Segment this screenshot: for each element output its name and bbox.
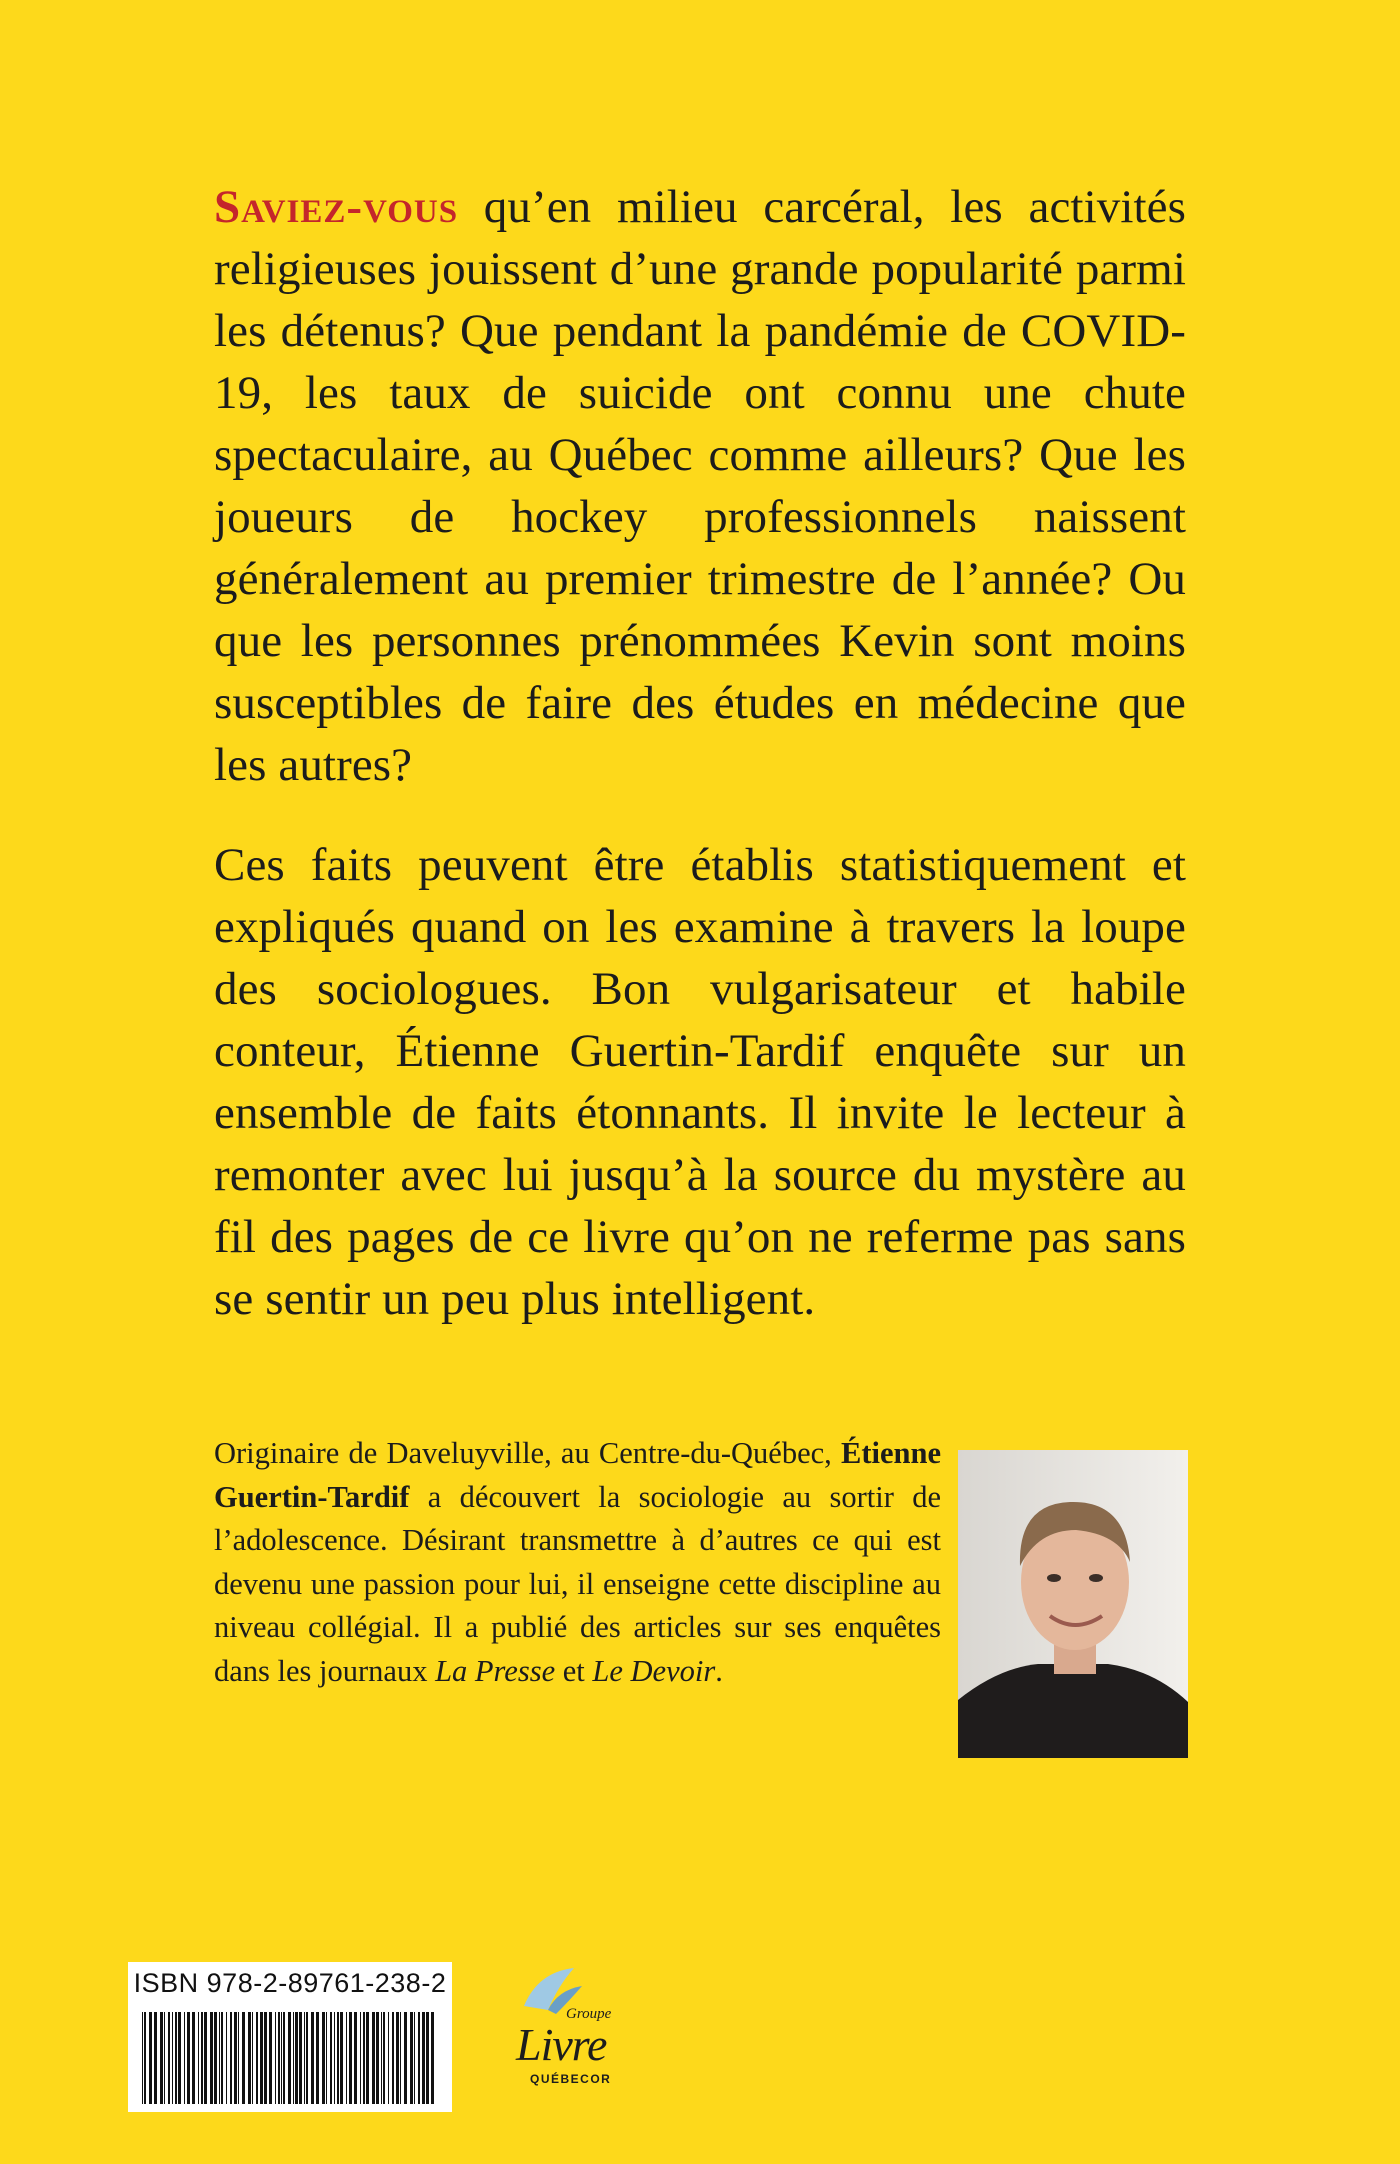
barcode-bar	[175, 2012, 177, 2104]
barcode-bar	[400, 2012, 401, 2104]
barcode-bar	[184, 2012, 185, 2104]
barcode-bar	[410, 2012, 413, 2104]
barcode-bar	[422, 2012, 425, 2104]
barcode-bar	[299, 2012, 302, 2104]
barcode-bar	[219, 2012, 220, 2104]
barcode-bar	[178, 2012, 181, 2104]
barcode-bar	[349, 2012, 352, 2104]
barcode-bar	[248, 2012, 251, 2104]
bio-intro: Originaire de Daveluyville, au Centre-du-Québec,	[214, 1436, 842, 1470]
barcode-bar	[383, 2012, 385, 2104]
barcode-bar	[283, 2012, 285, 2104]
barcode-bar	[281, 2012, 282, 2104]
barcode-bar	[278, 2012, 280, 2104]
barcode-bar	[221, 2012, 223, 2104]
barcode-bar	[260, 2012, 263, 2104]
barcode-bar	[210, 2012, 213, 2104]
barcode-bar	[234, 2012, 237, 2104]
barcode-bar	[311, 2012, 314, 2104]
isbn-barcode	[128, 1962, 452, 2112]
barcode-bar	[256, 2012, 258, 2104]
barcode-bar	[252, 2012, 253, 2104]
barcode-bar	[426, 2012, 429, 2104]
blurb-paragraph-1-text: qu’en milieu carcéral, les activités religieuses jouissent d’une grande popularité parmi les détenus? Que pendant la pandémie de COVID-19, les taux de suicide ont connu une chute spectaculaire, au Québec comme ailleurs? Que les joueurs de hockey professionnels naissent généralement au premier trimestre de l’année? Ou que les personnes prénommées Kevin sont moins susceptibles de faire des études en médecine que les autres?	[214, 181, 1186, 791]
barcode-bar	[293, 2012, 294, 2104]
barcode-bar	[388, 2012, 389, 2104]
barcode-bar	[363, 2012, 365, 2104]
barcode-bar	[187, 2012, 190, 2104]
barcode-bar	[230, 2012, 232, 2104]
barcode-bar	[326, 2012, 327, 2104]
bio-middle: a découvert la sociologie au sortir de l’adolescence. Désirant transmettre à d’autres ce qui est devenu une passion pour lui, il enseigne cette discipline au niveau collégial. Il a publié des articles sur ses enquêtes dans les journaux	[214, 1479, 941, 1688]
barcode-bar	[269, 2012, 272, 2104]
barcode-bars	[142, 2012, 438, 2104]
barcode-bar	[164, 2012, 165, 2104]
barcode-bar	[275, 2012, 276, 2104]
barcode-bar	[226, 2012, 227, 2104]
author-bio	[214, 1432, 941, 1693]
barcode-bar	[372, 2012, 375, 2104]
barcode-bar	[340, 2012, 343, 2104]
barcode-bar	[214, 2012, 217, 2104]
barcode-bar	[360, 2012, 361, 2104]
barcode-bar	[330, 2012, 332, 2104]
barcode-bar	[376, 2012, 379, 2104]
barcode-bar	[242, 2012, 245, 2104]
barcode-bar	[418, 2012, 420, 2104]
publisher-logo	[508, 1966, 638, 2101]
blurb-lead-word: Saviez-vous	[214, 181, 459, 233]
barcode-bar	[337, 2012, 339, 2104]
author-name: Étienne Guertin-Tardif	[214, 1436, 941, 1514]
barcode-bar	[168, 2012, 170, 2104]
barcode-bar	[192, 2012, 195, 2104]
barcode-bar	[204, 2012, 207, 2104]
newspaper-la-presse: La Presse	[435, 1653, 556, 1688]
publisher-livre: Livre	[516, 2019, 607, 2070]
blurb-paragraph-1	[214, 176, 1186, 796]
barcode-bar	[295, 2012, 298, 2104]
barcode-bar	[396, 2012, 399, 2104]
isbn-number: ISBN 978-2-89761-238-2	[133, 1968, 447, 1998]
barcode-bar	[316, 2012, 319, 2104]
barcode-bar	[354, 2012, 357, 2104]
barcode-bar	[198, 2012, 199, 2104]
barcode-bar	[404, 2012, 407, 2104]
author-photo	[958, 1450, 1188, 1758]
barcode-bar	[414, 2012, 415, 2104]
barcode-bar	[142, 2012, 143, 2104]
bio-conjunction: et	[555, 1653, 593, 1688]
barcode-bar	[306, 2012, 308, 2104]
blurb-paragraph-2: Ces faits peuvent être établis statistiquement et expliqués quand on les examine à travers la loupe des sociologues. Bon vulgarisateur et habile conteur, Étienne Guertin-Tardif enquête sur un ensemble de faits étonnants. Il invite le lecteur à remonter avec lui jusqu’à la source du mystère au fil des pages de ce livre qu’on ne referme pas sans se sentir un peu plus intelligent.	[214, 839, 1186, 1325]
barcode-bar	[322, 2012, 325, 2104]
barcode-bar	[144, 2012, 146, 2104]
barcode-bar	[392, 2012, 394, 2104]
barcode-bar	[264, 2012, 267, 2104]
publisher-groupe: Groupe	[566, 2006, 612, 2022]
barcode-bar	[201, 2012, 203, 2104]
barcode-bar	[304, 2012, 305, 2104]
barcode-bar	[431, 2012, 434, 2104]
barcode-bar	[288, 2012, 291, 2104]
barcode-bar	[160, 2012, 163, 2104]
barcode-bar	[381, 2012, 382, 2104]
barcode-bar	[172, 2012, 173, 2104]
bio-end: .	[715, 1653, 723, 1688]
barcode-bar	[334, 2012, 335, 2104]
publisher-quebecor: QUÉBECOR	[530, 2072, 612, 2086]
newspaper-le-devoir: Le Devoir	[592, 1653, 716, 1688]
barcode-bar	[154, 2012, 157, 2104]
barcode-bar	[346, 2012, 347, 2104]
barcode-bar	[238, 2012, 239, 2104]
barcode-bar	[366, 2012, 369, 2104]
barcode-bar	[149, 2012, 152, 2104]
